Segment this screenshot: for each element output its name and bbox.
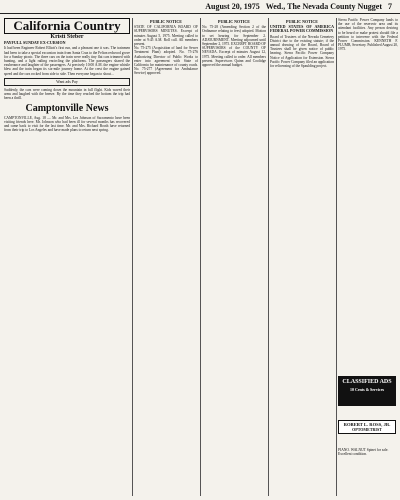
notice-heading: PUBLIC NOTICE <box>150 19 182 24</box>
want-ads-label: Want ads Pay <box>56 78 78 84</box>
optometrist-ad <box>338 420 396 434</box>
piano-ad-text: PIANO. WALNUT Spinet for sale. Excellent condition. <box>338 448 389 457</box>
notice-body: Sierra Pacific Power Company lands to the use of the reservoir area and its attendant facilities. Any person desiring to be heard or make protest should file a petition to intervene with the Federal Power Commission. KENNETH F. PLUMB, Secretary. Published August 20, 1975. <box>338 18 398 52</box>
want-ads-box <box>4 78 130 86</box>
masthead-page: 7 <box>388 2 392 11</box>
article-byline: Kristi Steber <box>50 34 84 40</box>
column-california-country <box>4 18 130 496</box>
column-rule <box>132 18 133 496</box>
column-rule <box>200 18 201 496</box>
notice-title: UNITED STATES OF AMERICA FEDERAL POWER COMMISSION <box>270 24 334 34</box>
masthead-date: August 20, 1975 <box>205 2 260 11</box>
masthead-paper: Wed., The Nevada County Nugget <box>265 2 382 11</box>
camptonville-headline: Camptonville News <box>25 102 109 114</box>
notice-body-continued: No. 75-275 (Acquisition of land for Sewer Treatment Plant) adopted. No. 75-276 Authorizing Director of Public Works to enter into agreement with State of California for maintenance of county roads. No. 75-277 (Agreement for Ambulance Service) approved. <box>134 46 198 76</box>
classified-ads-title: CLASSIFIED ADS <box>342 379 392 385</box>
column-public-notice-1 <box>134 18 198 496</box>
column-rule <box>268 18 269 496</box>
column-public-notice-2 <box>202 18 266 496</box>
column-public-notice-3 <box>270 18 334 496</box>
column-rule <box>336 18 337 496</box>
notice-body: No. 75-28 (Amending Section 2 of the Ordinance relating to fees) adopted. Motion to set hearing for September 2. ADJOURNMENT. Meeting adjourned until September 2, 1975. EXCERPT BOARD OF SUPERVISORS of the COUNTY OF NEVADA. Excerpt of minutes August 12, 1975. Meeting called to order. All members present. Supervisors Quinn and Coolidge approved the annual budget. <box>202 25 266 68</box>
optometrist-title: OPTOMETRIST <box>352 427 382 432</box>
article-body: It had been Engineer Robert Elliott's first run, and a pleasant one it was. The trainmen had been to take a special excursion train from Santa Cruz to the Felton redwood grove for a Sunday picnic. The three cars on the train were really tiny flat cars trimmed with bunting, and a light railing encircling the platforms. The passengers shared the exuberance and laughter of the passengers. At precisely 10:00 A.M. the engine whistle blew and the train began its six-mile journey home. At the crest the engine gained speed and the cars rocked from side to side. Then everyone began to shout... <box>4 46 130 76</box>
camptonville-body: CAMPTONVILLE, Aug. 18 — Mr. and Mrs. Les Johnson of Sacramento have been visiting friends here. Mr. Johnson who had been ill for several months has recovered and came back to visit for the last time. Mr. and Mrs. Richard Booth have returned from their trip to Los Angeles and have made plans to return next spring. <box>4 115 130 133</box>
notice-body: STATE OF CALIFORNIA BOARD OF SUPERVISORS MINUTES. Excerpt of minutes August 5, 1975. Meeting called to order at 9:45 A.M. Roll call. All members present. <box>134 25 198 47</box>
classified-ads-badge <box>338 376 396 406</box>
article-subhead: PAYFULL SUNDAY EX-CURSION <box>4 40 66 46</box>
classified-ads-subtitle: 10 Cents & Services <box>349 387 385 392</box>
notice-heading: PUBLIC NOTICE <box>286 19 318 24</box>
masthead <box>0 0 400 14</box>
article-headline: California Country <box>4 18 130 34</box>
optometrist-name: ROBERT L. ROSS, JR. <box>343 422 391 427</box>
piano-ad <box>338 448 396 456</box>
article-body-continued: Suddenly, the cars were coming down the mountain in full flight. Kids waved their arms and laughed with the breeze. By the time they reached the bottom the trip had been a thrill. <box>4 88 130 101</box>
notice-heading: PUBLIC NOTICE <box>218 19 250 24</box>
notice-body: Board of Trustees of the Nevada Cemetery District due to the existing statute; if the annual drawing of the Board, Board of Trustees shall be given notice of public hearing. Sierra Pacific Power Company Notice of Application for Extension. Sierra Pacific Power Company filed an application for relicensing of the Spaulding project. <box>270 34 334 69</box>
